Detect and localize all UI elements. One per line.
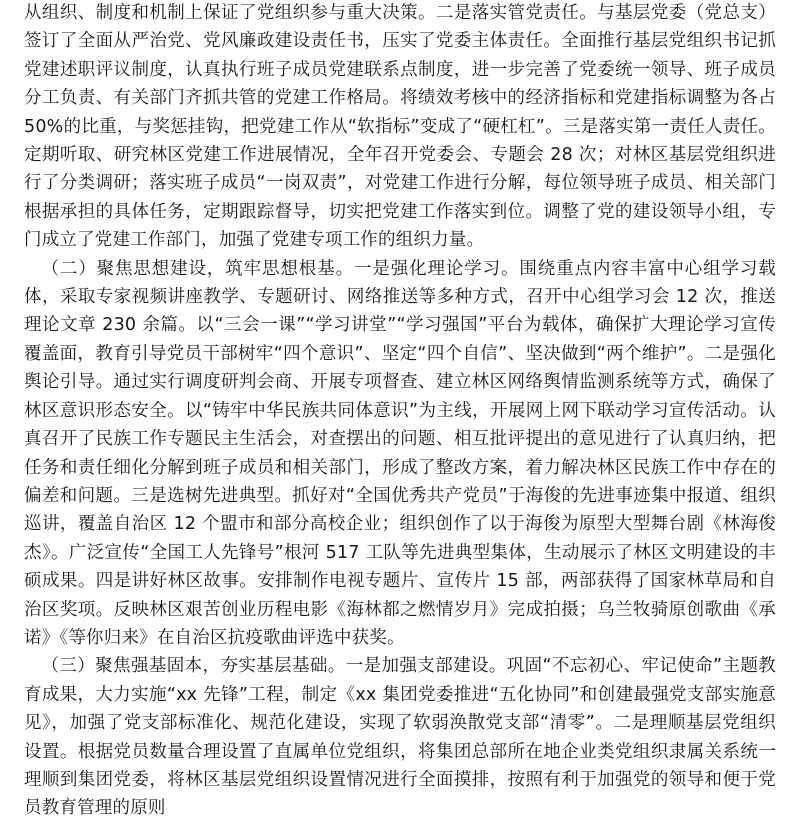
paragraph-ideology: （二）聚焦思想建设，筑牢思想根基。一是强化理论学习。围绕重点内容丰富中心组学习载体，采取专家视频讲座教学、专题研讨、网络推送等多种方式，召开中心组学习会 12 次，推送理论文章 230 余篇。以“三会一课”“学习讲堂”“学习强国”平台为载体，确保扩大理论学习宣传覆盖面，教育引导党员干部树牢“四个意识”、坚定“四个自信”、坚决做到“两个维护”。二是强化舆论引导。通过实行调度研判会商、开展专项督查、建立林区网络舆情监测系统等方式，确保了林区意识形态安全。以“铸牢中华民族共同体意识”为主线，开展网上网下联动学习宣传活动。认真召开了民族工作专题民主生活会，对查摆出的问题、相互批评提出的意见进行了认真归纳，把任务和责任细化分解到班子成员和相关部门，形成了整改方案，着力解决林区民族工作中存在的偏差和问题。三是选树先进典型。抓好对“全国优秀共产党员”于海俊的先进事迹集中报道、组织巡讲，覆盖自治区 12 个盟市和部分高校企业；组织创作了以于海俊为原型大型舞台剧《林海俊杰》。广泛宣传“全国工人先锋号”根河 517 工队等先进典型集体，生动展示了林区文明建设的丰硕成果。四是讲好林区故事。安排制作电视专题片、宣传片 15 部，两部获得了国家林草局和自治区奖项。反映林区艰苦创业历程电影《海林都之燃情岁月》完成拍摄；乌兰牧骑原创歌曲《承诺》《等你归来》在自治区抗疫歌曲评选中获奖。 [24, 258, 776, 648]
paragraph-responsibility: 从组织、制度和机制上保证了党组织参与重大决策。二是落实管党责任。与基层党委（党总支）签订了全面从严治党、党风廉政建设责任书，压实了党委主体责任。全面推行基层党组织书记抓党建述职评议制度，认真执行班子成员党建联系点制度，进一步完善了党委统一领导、班子成员分工负责、有关部门齐抓共管的党建工作格局。将绩效考核中的经济指标和党建指标调整为各占 50%的比重，与奖惩挂钩，把党建工作从“软指标”变成了“硬杠杠”。三是落实第一责任人责任。定期听取、研究林区党建工作进展情况，全年召开党委会、专题会 28 次；对林区基层党组织进行了分类调研；落实班子成员“一岗双责”，对党建工作进行分解，每位领导班子成员、相关部门根据承担的具体任务，定期跟踪督导，切实把党建工作落实到位。调整了党的建设领导小组，专门成立了党建工作部门，加强了党建专项工作的组织力量。 [24, 3, 776, 251]
document-body [24, 0, 776, 823]
paragraph-grassroots: （三）聚焦强基固本，夯实基层基础。一是加强支部建设。巩固“不忘初心、牢记使命”主题教育成果，大力实施“xx 先锋”工程，制定《xx 集团党委推进“五化协同”和创建最强党支部实施意见》，加强了党支部标准化、规范化建设，实现了软弱涣散党支部“清零”。二是理顺基层党组织设置。根据党员数量合理设置了直属单位党组织，将集团总部所在地企业类党组织隶属关系统一理顺到集团党委，将林区基层党组织设置情况进行全面摸排，按照有利于加强党的领导和便于党员教育管理的原则 [24, 656, 776, 819]
